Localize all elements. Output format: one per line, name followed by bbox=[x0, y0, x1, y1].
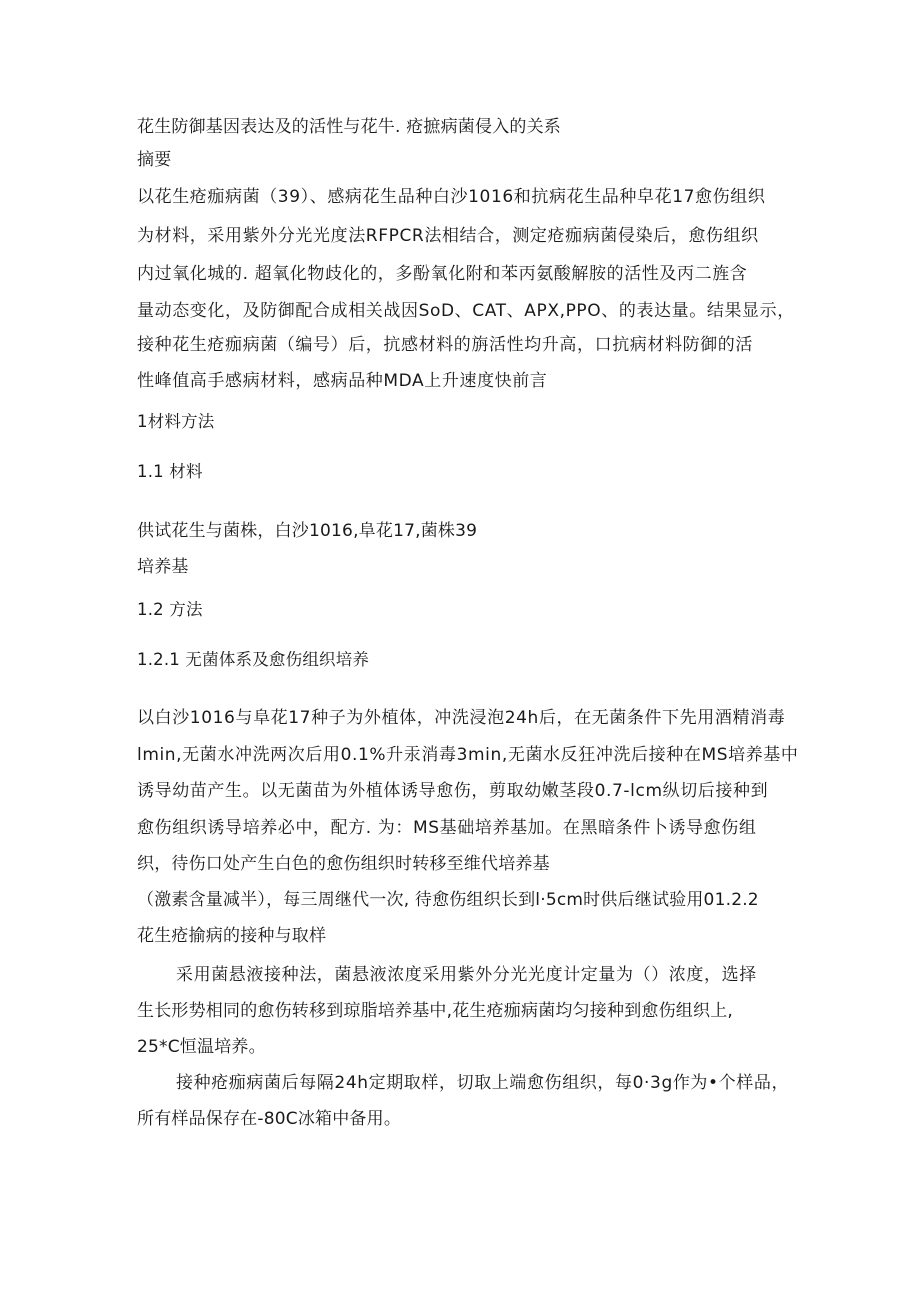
sampling-line: 所有样品保存在-80C冰箱中备用。 bbox=[137, 1109, 402, 1129]
abstract-heading: 摘要 bbox=[137, 150, 172, 170]
method-line: （激素含量减半），每三周继代一次, 待愈伤组织长到l·5cm时供后继试验用01.2.2 bbox=[137, 890, 759, 910]
sampling-line: 接种疮痂病菌后每隔24h定期取样，切取上端愈伤组织，每0·3g作为•个样品， bbox=[176, 1073, 790, 1093]
inoculation-line: 生长形势相同的愈伤转移到琼脂培养基中,花生疮痂病菌均匀接种到愈伤组织上, bbox=[137, 1001, 734, 1021]
inoculation-line: 25*C恒温培养。 bbox=[137, 1037, 266, 1057]
section-heading: 1材料方法 bbox=[137, 412, 215, 431]
materials-line: 供试花生与菌株，白沙1016,阜花17,菌株39 bbox=[137, 521, 478, 541]
section-heading: 1.1 材料 bbox=[137, 462, 203, 481]
method-line: lmin,无菌水冲洗两次后用0.1%升汞消毒3min,无菌水反狂冲洗后接种在MS培养基中 bbox=[137, 745, 799, 765]
abstract-line: 量动态变化，及防御配合成相关战因SoD、CAT、APX,PPO、的表达量。结果显示， bbox=[137, 301, 795, 321]
section-heading: 1.2 方法 bbox=[137, 600, 203, 619]
subsection-heading: 花生疮揄病的接种与取样 bbox=[137, 926, 327, 946]
medium-line: 培养基 bbox=[137, 557, 189, 577]
abstract-line: 以花生疮痂病菌（39）、感病花生品种白沙1016和抗病花生品种皁花17愈伤组织 bbox=[137, 187, 766, 207]
inoculation-line: 采用菌悬液接种法，菌悬液浓度采用紫外分光光度计定量为（）浓度，选择 bbox=[176, 965, 757, 985]
abstract-line: 接种花生疮痂病菌（编号）后，抗感材料的旃活性均升高，口抗病材料防御的活 bbox=[137, 335, 753, 355]
method-line: 以白沙1016与阜花17种子为外植体，冲洗浸泡24h后，在无菌条件下先用酒精消毒 bbox=[137, 708, 786, 728]
abstract-line: 为材料，采用紫外分光光度法RFPCR法相结合，测定疮痂病菌侵染后，愈伤组织 bbox=[137, 226, 759, 246]
document-title: 花生防御基因表达及的活性与花牛. 疮摭病菌侵入的关系 bbox=[137, 117, 562, 137]
method-line: 诱导幼苗产生。以无菌苗为外植体诱导愈伤，剪取幼嫩茎段0.7-lcm纵切后接种到 bbox=[137, 781, 769, 801]
abstract-line: 内过氧化城的. 超氧化物歧化的，多酚氧化附和苯丙氨酸解胺的活性及丙二旌含 bbox=[137, 264, 748, 284]
method-line: 织，待伤口处产生白色的愈伤组织时转移至维代培养基 bbox=[137, 854, 550, 874]
subsection-heading: 1.2.1 无菌体系及愈伤组织培养 bbox=[137, 650, 370, 669]
method-line: 愈伤组织诱导培养必中，配方. 为：MS基础培养基加。在黑暗条件卜诱导愈伤组 bbox=[137, 818, 757, 838]
abstract-line: 性峰值高手感病材料，感病品种MDA上升速度快前言 bbox=[137, 371, 548, 391]
